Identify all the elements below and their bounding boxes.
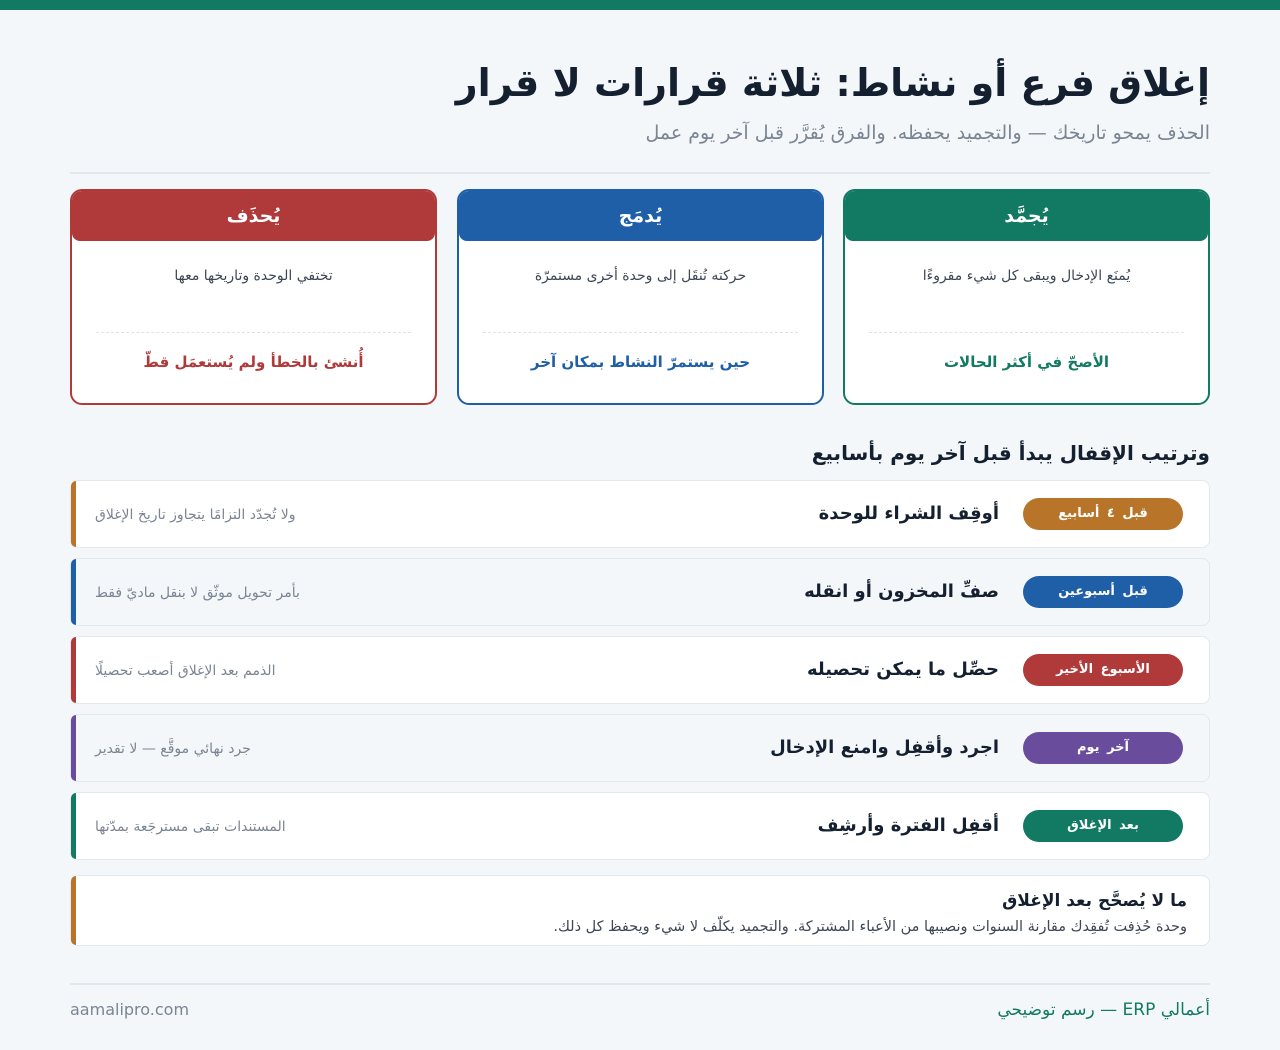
- step-time-badge: قبل ٤ أسابيع: [1023, 498, 1183, 530]
- sequence-title: وترتيب الإقفال يبدأ قبل آخر يوم بأسابيع: [811, 441, 1210, 465]
- step-action: اجرد وأقفِل وامنع الإدخال: [770, 737, 999, 758]
- step-note: المستندات تبقى مسترجَعة بمدّتها: [95, 819, 286, 835]
- step-action: أقفِل الفترة وأرشِف: [817, 815, 999, 836]
- top-accent-bar: [0, 0, 1280, 10]
- step-note: ولا تُجدّد التزامًا يتجاوز تاريخ الإغلاق: [95, 507, 296, 523]
- footer-brand: أعمالي ERP — رسم توضيحي: [997, 1000, 1210, 1020]
- page-subtitle: الحذف يمحو تاريخك — والتجميد يحفظه. والفرق يُقرَّر قبل آخر يوم عمل: [645, 122, 1210, 144]
- footer-divider: [70, 983, 1210, 985]
- step-action: أوقِف الشراء للوحدة: [818, 503, 999, 524]
- step-note: بأمر تحويل موثّق لا بنقل ماديّ فقط: [95, 585, 300, 601]
- decision-card-verdict: أُنشئ بالخطأ ولم يُستعمَل قطّ: [143, 353, 364, 371]
- warning-title: ما لا يُصحَّح بعد الإغلاق: [1002, 891, 1187, 911]
- sequence-step: [70, 636, 1210, 704]
- decision-card-description: حركته تُنقَل إلى وحدة أخرى مستمرّة: [534, 268, 747, 284]
- decision-cards: [70, 189, 1210, 405]
- sequence-step: [70, 792, 1210, 860]
- decision-card-merge: [457, 189, 824, 405]
- step-note: جرد نهائي موقَّع — لا تقدير: [95, 741, 251, 757]
- step-time-badge: الأسبوع الأخير: [1023, 654, 1183, 686]
- step-accent-bar: [71, 637, 76, 703]
- step-action: حصِّل ما يمكن تحصيله: [806, 659, 999, 680]
- step-time-badge: قبل أسبوعين: [1023, 576, 1183, 608]
- card-divider: [96, 332, 411, 333]
- decision-card-title: يُجمَّد: [845, 191, 1208, 241]
- step-accent-bar: [71, 559, 76, 625]
- step-time-badge: بعد الإغلاق: [1023, 810, 1183, 842]
- decision-card-description: تختفي الوحدة وتاريخها معها: [174, 268, 333, 284]
- warning-accent-bar: [71, 876, 76, 945]
- warning-text: وحدة حُذِفت تُفقِدك مقارنة السنوات ونصيبها من الأعباء المشتركة. والتجميد يكلّف لا شيء ويحفظ كل ذلك.: [553, 919, 1187, 935]
- card-divider: [483, 332, 798, 333]
- sequence-step: [70, 480, 1210, 548]
- step-accent-bar: [71, 715, 76, 781]
- decision-card-delete: [70, 189, 437, 405]
- step-time-badge: آخر يوم: [1023, 732, 1183, 764]
- warning-note: [70, 875, 1210, 946]
- sequence-step: [70, 558, 1210, 626]
- page-title: إغلاق فرع أو نشاط: ثلاثة قرارات لا قرار: [455, 61, 1210, 105]
- step-accent-bar: [71, 481, 76, 547]
- decision-card-title: يُدمَج: [459, 191, 822, 241]
- step-note: الذمم بعد الإغلاق أصعب تحصيلًا: [95, 663, 276, 679]
- decision-card-description: يُمنَع الإدخال ويبقى كل شيء مقروءًا: [922, 268, 1131, 284]
- card-divider: [869, 332, 1184, 333]
- step-action: صفِّ المخزون أو انقله: [804, 581, 999, 602]
- footer-site-link[interactable]: aamalipro.com: [70, 1000, 190, 1019]
- decision-card-verdict: حين يستمرّ النشاط بمكان آخر: [530, 353, 751, 371]
- decision-card-freeze: [843, 189, 1210, 405]
- sequence-step: [70, 714, 1210, 782]
- header-divider: [70, 172, 1210, 174]
- decision-card-title: يُحذَف: [72, 191, 435, 241]
- decision-card-verdict: الأصحّ في أكثر الحالات: [943, 353, 1110, 371]
- step-accent-bar: [71, 793, 76, 859]
